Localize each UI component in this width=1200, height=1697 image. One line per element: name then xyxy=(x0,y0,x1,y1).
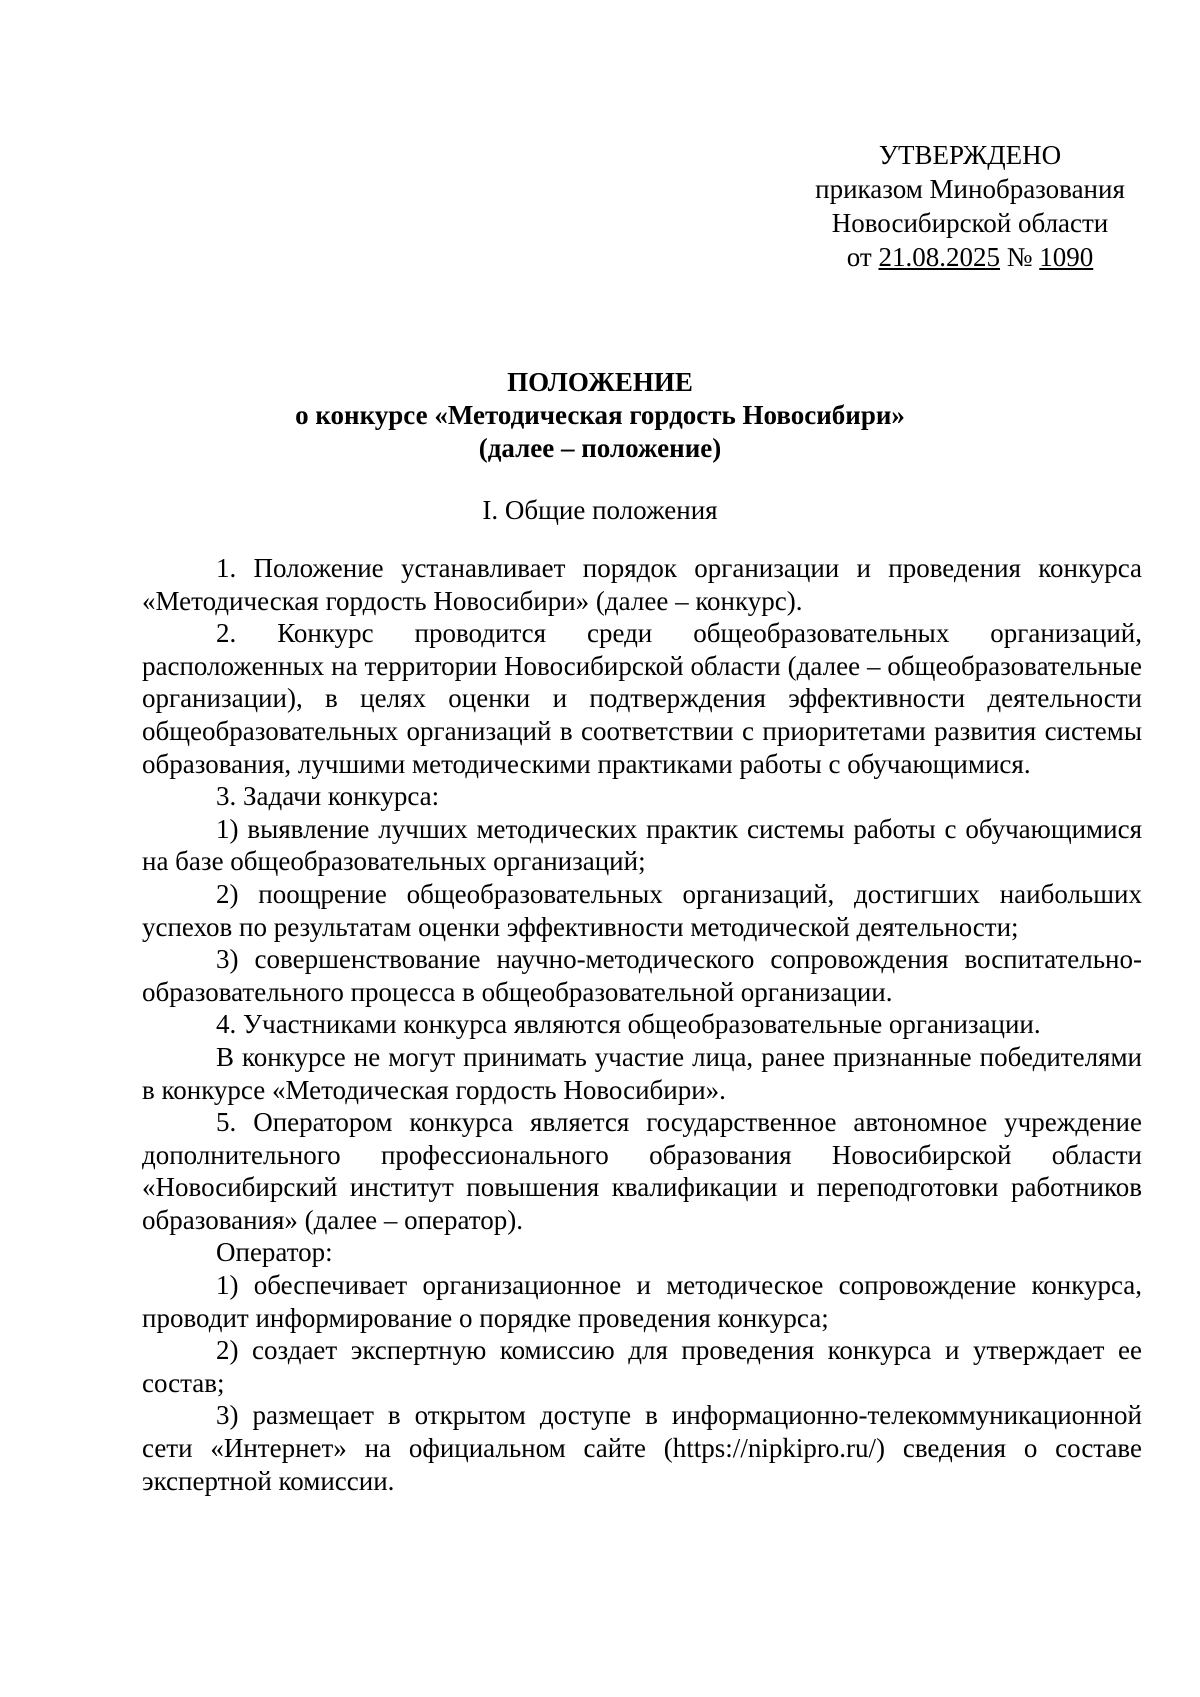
paragraph: 2) создает экспертную комиссию для проведения конкурса и утверждает ее состав; xyxy=(142,1335,1142,1398)
approval-stamp xyxy=(760,138,1180,274)
paragraph: 2. Конкурс проводится среди общеобразовательных организаций, расположенных на территории Новосибирской области (далее – общеобразовательные организации), в целях оценки и подтверждения эффективности деятельности общеобразовательных организаций в соответствии с приоритетами развития системы образования, лучшими методическими практиками работы с обучающимися. xyxy=(142,618,1142,779)
title-line-3: (далее – положение) xyxy=(478,433,722,463)
document-title xyxy=(0,366,1200,465)
paragraph: 1) обеспечивает организационное и методическое сопровождение конкурса, проводит информирование о порядке проведения конкурса; xyxy=(142,1270,1142,1333)
paragraph: 3. Задачи конкурса: xyxy=(216,781,440,812)
paragraph: Оператор: xyxy=(216,1237,333,1268)
paragraph: 5. Оператором конкурса является государственное автономное учреждение дополнительного профессионального образования Новосибирской области «Новосибирский институт повышения квалификации и переподготовки работников образования» (далее – оператор). xyxy=(142,1107,1142,1235)
approval-date-prefix: от xyxy=(846,242,872,272)
approval-line-2: приказом Минобразования xyxy=(815,174,1125,204)
paragraph: 3) размещает в открытом доступе в информационно-телекоммуникационной сети «Интернет» на официальном сайте (https://nipkipro.ru/) сведения о составе экспертной комиссии. xyxy=(142,1400,1142,1496)
approval-line-1: УТВЕРЖДЕНО xyxy=(878,140,1062,170)
paragraph: В конкурсе не могут принимать участие лица, ранее признанные победителями в конкурсе «Методическая гордость Новосибири». xyxy=(142,1041,1142,1105)
approval-number: 1090 xyxy=(1039,242,1094,272)
approval-date-line xyxy=(760,240,1180,274)
paragraph: 1) выявление лучших методических практик системы работы с обучающимися на базе общеобразовательных организаций; xyxy=(142,813,1142,877)
approval-date: 21.08.2025 xyxy=(878,242,1000,272)
paragraph: 1. Положение устанавливает порядок организации и проведения конкурса «Методическая гордость Новосибири» (далее – конкурс). xyxy=(142,553,1142,616)
document-body xyxy=(142,552,1142,1497)
approval-line-3: Новосибирской области xyxy=(831,208,1109,238)
paragraph: 2) поощрение общеобразовательных организаций, достигших наибольших успехов по результатам оценки эффективности методической деятельности; xyxy=(142,878,1142,942)
paragraph: 4. Участниками конкурса являются общеобразовательные организации. xyxy=(216,1009,1041,1040)
title-line-1: ПОЛОЖЕНИЕ xyxy=(507,367,693,397)
approval-number-sign: № xyxy=(1006,242,1033,272)
title-line-2: о конкурсе «Методическая гордость Новосибири» xyxy=(295,400,905,430)
paragraph: 3) совершенствование научно-методического сопровождения воспитательно-образовательного процесса в общеобразовательной организации. xyxy=(142,944,1142,1007)
section-heading: I. Общие положения xyxy=(482,495,718,525)
